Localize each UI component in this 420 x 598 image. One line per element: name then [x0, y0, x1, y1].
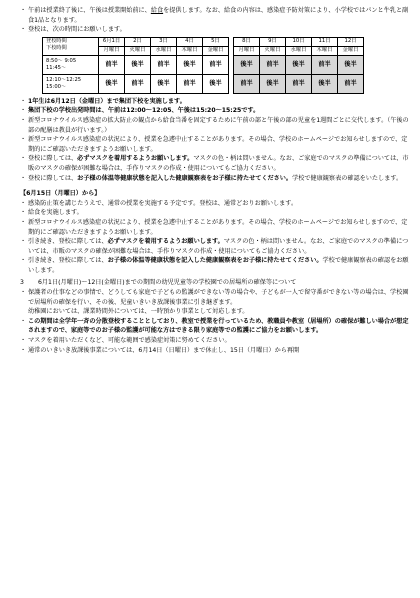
session-cell: 前半 — [177, 74, 203, 93]
date-cell: 11日 — [312, 37, 338, 46]
paragraph-group-dismissal: ・ 1年生は6月12日（金曜日）まで集団下校を実施します。 — [20, 97, 410, 107]
session-cell: 後半 — [234, 55, 260, 74]
paragraph-cancellation-2: ・ 新型コロナウイルス感染症の状況により、授業を急遽中止することがあります。その場合、学校のホームページでお知らせしますので、定期的にご確認いただきますようお願いします。 — [20, 218, 410, 237]
session-cell: 後半 — [260, 74, 286, 93]
date-cell: 4日 — [177, 37, 203, 46]
paragraph-kindergarten: 幼稚園においては、課業時間外については、一時預かり事業として対応します。 — [28, 308, 249, 316]
weekday-cell: 火曜日 — [260, 46, 286, 55]
paragraph-lunch: ・ 午前は授業終了後に、午後は授業開始前に、給食を提供します。なお、給食の内容は、感染症予防対策により、小学校ではパンと牛乳と副食1品となります。 — [20, 6, 410, 25]
session-cell: 後半 — [125, 55, 151, 74]
session-cell: 後半 — [151, 74, 177, 93]
schedule-table — [42, 37, 364, 94]
section-3-title: 3 6月1日(月曜日)～12日(金曜日)までの期間の幼児児童等の学校園での居場所の確保等について — [20, 279, 297, 287]
session-cell: 後半 — [203, 74, 229, 93]
weekday-cell: 月曜日 — [99, 46, 125, 55]
session-cell: 後半 — [338, 55, 364, 74]
date-cell: 3日 — [151, 37, 177, 46]
weekday-cell: 木曜日 — [177, 46, 203, 55]
paragraph-home-care: ・ この期間は全学年一斉の分散登校することとしており、教室で授業を行っているため、教職員や教室（居場所）の確保が難しい場合が想定されますので、家庭等でのお子様の監護が可能な方はできる限り家庭等での監護にご協力をお願いします。 — [20, 317, 410, 336]
paragraph-lunch-duty: ・ 新型コロナウイルス感染症の拡大防止の観点から給食当番を固定するために午前の部と午後の部の児童を1週間ごとに交代します。（午後の部の配膳は教員が行います。） — [20, 116, 410, 135]
session-cell: 前半 — [99, 55, 125, 74]
weekday-cell: 火曜日 — [125, 46, 151, 55]
paragraph-attendance: ・ 登校は、次の時間にお願いします。 — [20, 25, 410, 35]
date-cell: 8日 — [234, 37, 260, 46]
session-cell: 後半 — [286, 55, 312, 74]
schedule-header-label: 登校時間 下校時間 — [43, 37, 99, 55]
session-cell: 後半 — [177, 55, 203, 74]
time-label-afternoon: 12:10～12:25 15:00～ — [43, 74, 99, 93]
paragraph-cancellation: ・ 新型コロナウイルス感染症の状況により、授業を急遽中止することがあります。その場合、学校のホームページでお知らせしますので、定期的にご確認いただきますようお願いします。 — [20, 135, 410, 154]
paragraph-afterschool: ・ 通常のいきいき放課後事業については、6月14日（日曜日）まで休止し、15日（月曜日）から再開 — [20, 346, 410, 356]
session-cell: 前半 — [151, 55, 177, 74]
weekday-cell: 金曜日 — [338, 46, 364, 55]
paragraph-departure-time: ・ 集団下校の学校出発時間は、午前は12:00～12:05、午後は15:20～15:25です。 — [20, 106, 410, 116]
weekday-cell: 月曜日 — [234, 46, 260, 55]
date-cell: 9日 — [260, 37, 286, 46]
session-cell: 前半 — [260, 55, 286, 74]
date-cell: 6月1日 — [99, 37, 125, 46]
weekday-cell: 金曜日 — [203, 46, 229, 55]
session-cell: 前半 — [203, 55, 229, 74]
paragraph-mask: ・ 登校に際しては、必ずマスクを着用するようお願いします。マスクの色・柄は問いません。なお、ご家庭でのマスクの準備については、市販のマスクの確保が困難な場合は、手作りマスクの作成・使用についてもご協力ください。 — [20, 154, 410, 173]
weekday-cell: 木曜日 — [312, 46, 338, 55]
session-cell: 前半 — [125, 74, 151, 93]
section-heading-june15: 【6月15日（月曜日）から】 — [20, 190, 101, 198]
paragraph-infection-control: ・ マスクを着用いただくなど、可能な範囲で感染症対策に努めてください。 — [20, 336, 410, 346]
session-cell: 前半 — [234, 74, 260, 93]
paragraph-childcare: ・ 保護者の仕事などの事情で、どうしても家庭で子どもの監護ができない等の場合や、子どもが一人で留守番ができない等の場合は、学校園で居場所の確保を行い、その後、児童いきいき放課後事業に引き継ぎます。 — [20, 288, 410, 307]
paragraph-health-check: ・ 登校に際しては、お子様の体温等健康状態を記入した健康観察表をお子様に持たせてください。学校で健康観察表の確認をいたします。 — [20, 174, 410, 184]
paragraph-mask-2: ・ 引き続き、登校に際しては、必ずマスクを着用するようお願いします。マスクの色・柄は問いません。なお、ご家庭でのマスクの準備については、市販のマスクの確保が困難な場合は、手作りマスクの作成・使用についてもご協力ください。 — [20, 237, 410, 256]
date-cell: 5日 — [203, 37, 229, 46]
session-cell: 前半 — [338, 74, 364, 93]
session-cell: 後半 — [99, 74, 125, 93]
date-cell: 12日 — [338, 37, 364, 46]
session-cell: 前半 — [312, 55, 338, 74]
date-cell: 2日 — [125, 37, 151, 46]
paragraph-lunch-resume: ・ 給食を実施します。 — [20, 208, 410, 218]
session-cell: 前半 — [286, 74, 312, 93]
time-label-morning: 8:50～ 9:05 11:45～ — [43, 55, 99, 74]
paragraph-normal-classes: ・ 感染防止策を講じたうえで、通常の授業を実施する予定です。登校は、通常どおりお願いします。 — [20, 199, 410, 209]
date-cell: 10日 — [286, 37, 312, 46]
weekday-cell: 水曜日 — [286, 46, 312, 55]
session-cell: 後半 — [312, 74, 338, 93]
weekday-cell: 水曜日 — [151, 46, 177, 55]
paragraph-health-check-2: ・ 引き続き、登校に際しては、お子様の体温等健康状態を記入した健康観察表をお子様に持たせてください。学校で健康観察表の確認をお願いします。 — [20, 256, 410, 275]
